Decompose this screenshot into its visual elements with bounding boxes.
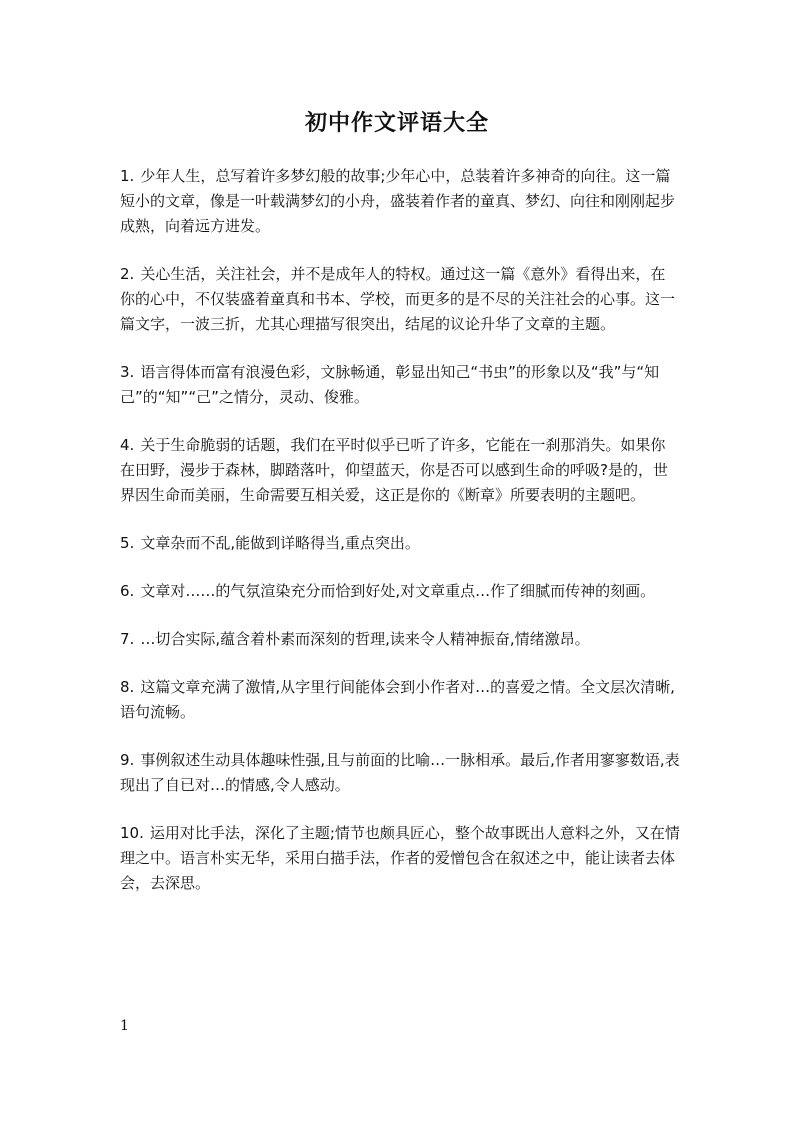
item-number: 3. bbox=[120, 363, 135, 381]
list-item bbox=[120, 821, 680, 896]
list-item bbox=[120, 675, 680, 725]
list-item bbox=[120, 360, 680, 410]
item-text: 文章杂而不乱,能做到详略得当,重点突出。 bbox=[140, 534, 420, 552]
list-item bbox=[120, 433, 680, 508]
item-text: 这篇文章充满了激情,从字里行间能体会到小作者对…的喜爱之情。全文层次清晰,语句流畅。 bbox=[120, 678, 675, 721]
item-text: …切合实际,蕴含着朴素而深刻的哲理,读来令人精神振奋,情绪激昂。 bbox=[140, 630, 590, 648]
page-number: 1 bbox=[120, 1018, 129, 1034]
item-text: 关心生活，关注社会，并不是成年人的特权。通过这一篇《意外》看得出来，在你的心中，不仅装盛着童真和书本、学校，而更多的是不尽的关注社会的心事。这一篇文字，一波三折，尤其心理描写很突出，结尾的议论升华了文章的主题。 bbox=[120, 265, 676, 333]
list-item bbox=[120, 164, 680, 239]
item-number: 7. bbox=[120, 630, 135, 648]
item-text: 语言得体而富有浪漫色彩，文脉畅通，彰显出知己“书虫”的形象以及“我”与“知己”的“知”“己”之情分，灵动、俊雅。 bbox=[120, 363, 660, 406]
list-item bbox=[120, 627, 680, 652]
item-number: 8. bbox=[120, 678, 135, 696]
list-item bbox=[120, 531, 680, 556]
document-title: 初中作文评语大全 bbox=[304, 110, 489, 136]
item-text: 事例叙述生动具体趣味性强,且与前面的比喻…一脉相承。最后,作者用寥寥数语,表现出了自已对…的情感,令人感动。 bbox=[120, 751, 680, 794]
item-number: 9. bbox=[120, 751, 135, 769]
item-number: 10. bbox=[120, 824, 144, 842]
item-number: 1. bbox=[120, 167, 135, 185]
list-item bbox=[120, 579, 680, 604]
item-text: 文章对……的气氛渲染充分而恰到好处,对文章重点…作了细腻而传神的刻画。 bbox=[140, 582, 656, 600]
item-text: 少年人生，总写着许多梦幻般的故事;少年心中，总装着许多神奇的向往。这一篇短小的文章，像是一叶载满梦幻的小舟，盛装着作者的童真、梦幻、向往和刚刚起步成熟，向着远方进发。 bbox=[120, 167, 676, 235]
list-item bbox=[120, 262, 680, 337]
comment-list bbox=[120, 164, 680, 919]
item-number: 2. bbox=[120, 265, 135, 283]
item-text: 关于生命脆弱的话题，我们在平时似乎已听了许多，它能在一刹那消失。如果你在田野，漫步于森林，脚踏落叶，仰望蓝天，你是否可以感到生命的呼吸?是的，世界因生命而美丽，生命需要互相关爱，这正是你的《断章》所要表明的主题吧。 bbox=[120, 436, 668, 504]
item-text: 运用对比手法，深化了主题;情节也颇具匠心，整个故事既出人意料之外，又在情理之中。语言朴实无华，采用白描手法，作者的爱憎包含在叙述之中，能让读者去体会，去深思。 bbox=[120, 824, 680, 892]
item-number: 6. bbox=[120, 582, 135, 600]
item-number: 5. bbox=[120, 534, 135, 552]
list-item bbox=[120, 748, 680, 798]
item-number: 4. bbox=[120, 436, 135, 454]
